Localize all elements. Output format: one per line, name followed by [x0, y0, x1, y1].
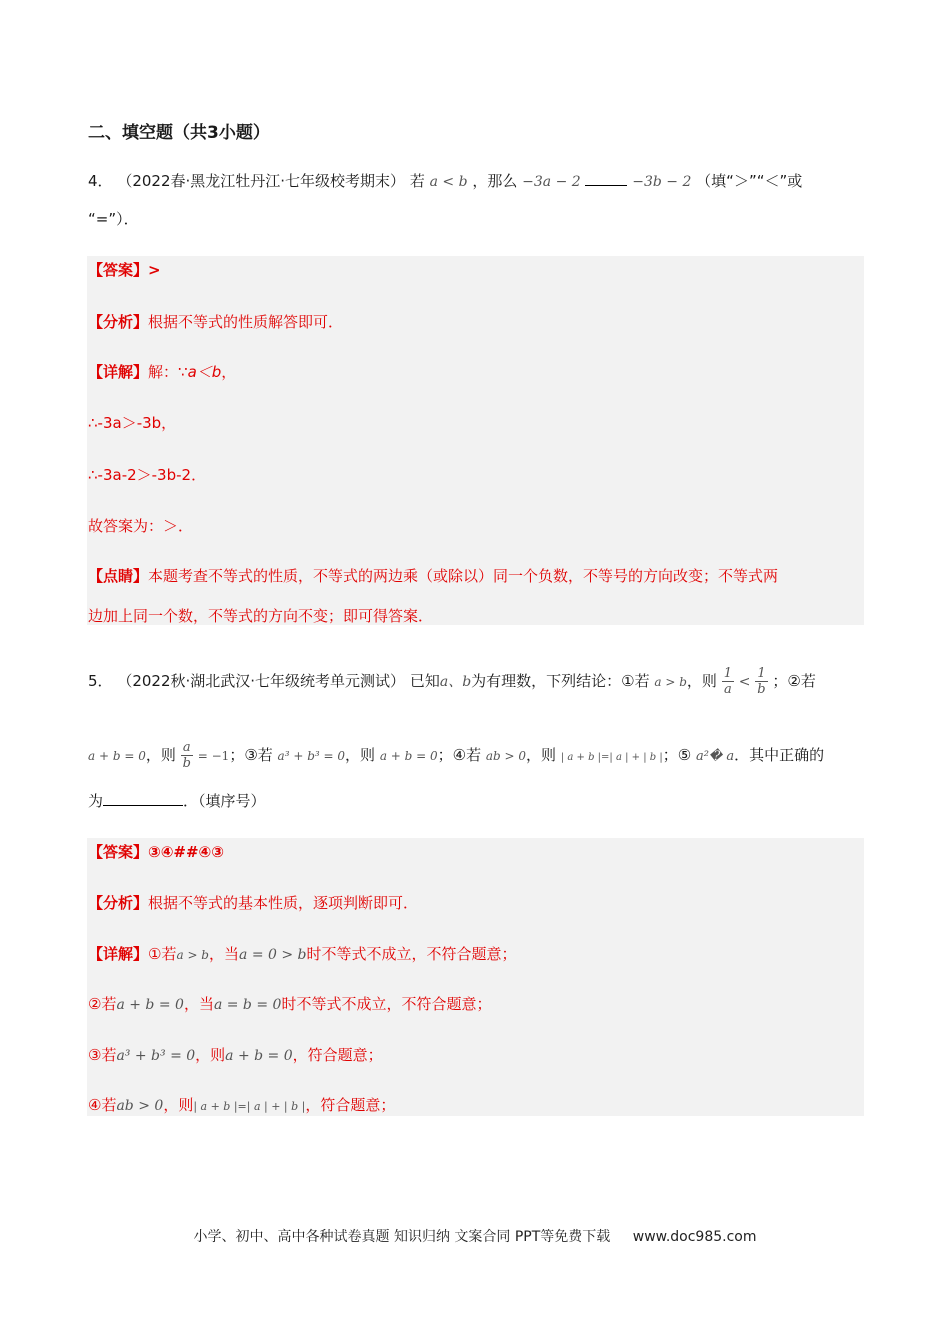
detail-text: ①若 — [148, 945, 177, 963]
analysis-tag: 【分析】 — [88, 313, 149, 331]
detail-math: a > b — [176, 948, 209, 962]
detail-text: 时不等式不成立，不符合题意； — [306, 945, 517, 963]
footer-text: 小学、初中、高中各种试卷真题 知识归纳 文案合同 PPT等免费下载 — [193, 1229, 611, 1245]
comment-line — [88, 565, 778, 587]
stem-text: 已知 — [409, 672, 440, 690]
stem-text: ．其中正确的 — [734, 746, 825, 764]
numerator: 1 — [755, 666, 767, 682]
numerator: a — [181, 740, 193, 756]
math-expression: −3a − 2 — [522, 174, 581, 190]
detail-text: ，则 — [195, 1046, 226, 1064]
denominator: b — [182, 756, 191, 771]
question-5-stem-line3 — [88, 790, 266, 812]
detail-math: a + b = 0 — [225, 1048, 293, 1064]
answer-tag: 【答案】 — [88, 261, 149, 279]
detail-line: ∴-3a＞-3b， — [88, 414, 177, 432]
stem-text: ，则 — [345, 746, 376, 764]
detail-math: a = 0 > b — [239, 947, 307, 963]
stem-text: ；④若 — [437, 746, 482, 764]
answer-blank[interactable] — [585, 171, 627, 186]
detail-tag: 【详解】 — [88, 363, 149, 381]
detail-math: a + b = 0 — [116, 997, 184, 1013]
detail-text: 解：∵ — [148, 363, 188, 381]
detail-text: ，符合题意； — [292, 1046, 383, 1064]
analysis-tag: 【分析】 — [88, 894, 149, 912]
detail-text: ， — [221, 363, 237, 381]
question-number: 5． — [88, 672, 113, 690]
math-expression: a³ + b³ = 0 — [277, 749, 346, 763]
math-expression: | a + b |=| a | + | b | — [560, 752, 663, 763]
answer-value: > — [148, 261, 161, 279]
numerator: 1 — [723, 666, 732, 681]
math-expression: a < b — [429, 174, 468, 190]
question-5-stem — [88, 666, 816, 697]
stem-text: ；②若 — [772, 672, 816, 690]
analysis-line — [88, 892, 418, 914]
detail-math: a³ + b³ = 0 — [116, 1048, 196, 1064]
detail-text: ③若 — [88, 1046, 117, 1064]
denominator: a — [723, 682, 732, 697]
solution-box-q5 — [87, 838, 864, 1116]
stem-text: ．（填序号） — [183, 792, 266, 810]
stem-text: ，那么 — [472, 172, 518, 190]
detail-line — [88, 361, 236, 383]
answer-line — [88, 259, 161, 281]
fraction — [181, 740, 193, 771]
analysis-text: 根据不等式的基本性质，逐项判断即可． — [148, 894, 419, 912]
question-source: （2022春·黑龙江牡丹江·七年级校考期末） — [117, 172, 406, 190]
math-expression: a + b = 0 — [379, 749, 438, 763]
question-number: 4． — [88, 172, 113, 190]
stem-text: ；⑤ — [662, 746, 692, 764]
answer-value: ③④##④③ — [148, 843, 224, 861]
fraction — [722, 666, 734, 697]
stem-text: ，则 — [526, 746, 557, 764]
detail-text: ④若 — [88, 1096, 117, 1114]
detail-text: ，则 — [163, 1096, 194, 1114]
detail-line — [88, 943, 517, 966]
stem-text: 为有理数，下列结论：①若 — [471, 672, 650, 690]
math-expression: = −1 — [197, 749, 230, 763]
detail-line — [88, 1044, 383, 1067]
math-symbol: < — [738, 674, 751, 690]
page-footer — [0, 1226, 950, 1246]
detail-text: 时不等式不成立，不符合题意； — [281, 995, 492, 1013]
answer-line — [88, 841, 224, 863]
detail-line — [88, 1094, 395, 1118]
math-expression: ab > 0 — [485, 749, 527, 763]
denominator: b — [757, 682, 766, 697]
footer-link[interactable]: www.doc985.com — [632, 1229, 757, 1245]
detail-math: a＜b — [187, 363, 222, 381]
detail-line — [88, 993, 491, 1016]
math-expression: a > b — [654, 675, 687, 689]
stem-text: ；③若 — [229, 746, 273, 764]
stem-text: ，则 — [145, 746, 176, 764]
question-4-stem-line2: “=”）． — [88, 210, 139, 228]
stem-text: ，则 — [686, 672, 717, 690]
math-expression: −3b − 2 — [632, 174, 692, 190]
detail-math: a = b = 0 — [213, 997, 282, 1013]
question-source: （2022秋·湖北武汉·七年级统考单元测试） — [117, 672, 406, 690]
detail-text: ②若 — [88, 995, 117, 1013]
detail-tag: 【详解】 — [88, 945, 149, 963]
stem-text: 若 — [409, 172, 425, 190]
question-4-stem — [88, 170, 802, 193]
math-expression: a + b = 0 — [88, 749, 146, 763]
section-title: 二、填空题（共3小题） — [88, 123, 270, 143]
stem-text: （填“＞”“＜”或 — [696, 172, 803, 190]
answer-blank[interactable] — [103, 791, 183, 806]
analysis-line — [88, 311, 343, 333]
detail-math: | a + b |=| a | + | b | — [193, 1100, 306, 1113]
detail-text: ，符合题意； — [305, 1096, 396, 1114]
detail-math: ab > 0 — [116, 1098, 164, 1114]
stem-text: 为 — [88, 792, 104, 810]
detail-line: ∴-3a-2＞-3b-2． — [88, 466, 207, 484]
detail-text: ，当 — [183, 995, 214, 1013]
fraction — [755, 666, 767, 697]
math-expression: a、b — [439, 674, 472, 690]
answer-tag: 【答案】 — [88, 843, 149, 861]
question-5-stem-line2 — [88, 740, 824, 771]
detail-text: ，当 — [209, 945, 240, 963]
comment-line: 边加上同一个数，不等式的方向不变；即可得答案． — [88, 607, 434, 625]
comment-text: 本题考查不等式的性质，不等式的两边乘（或除以）同一个负数，不等号的方向改变；不等式两 — [148, 567, 779, 585]
detail-line: 故答案为：＞． — [88, 517, 194, 535]
analysis-text: 根据不等式的性质解答即可． — [148, 313, 344, 331]
math-expression: a²� a — [695, 749, 735, 764]
comment-tag: 【点睛】 — [88, 567, 149, 585]
